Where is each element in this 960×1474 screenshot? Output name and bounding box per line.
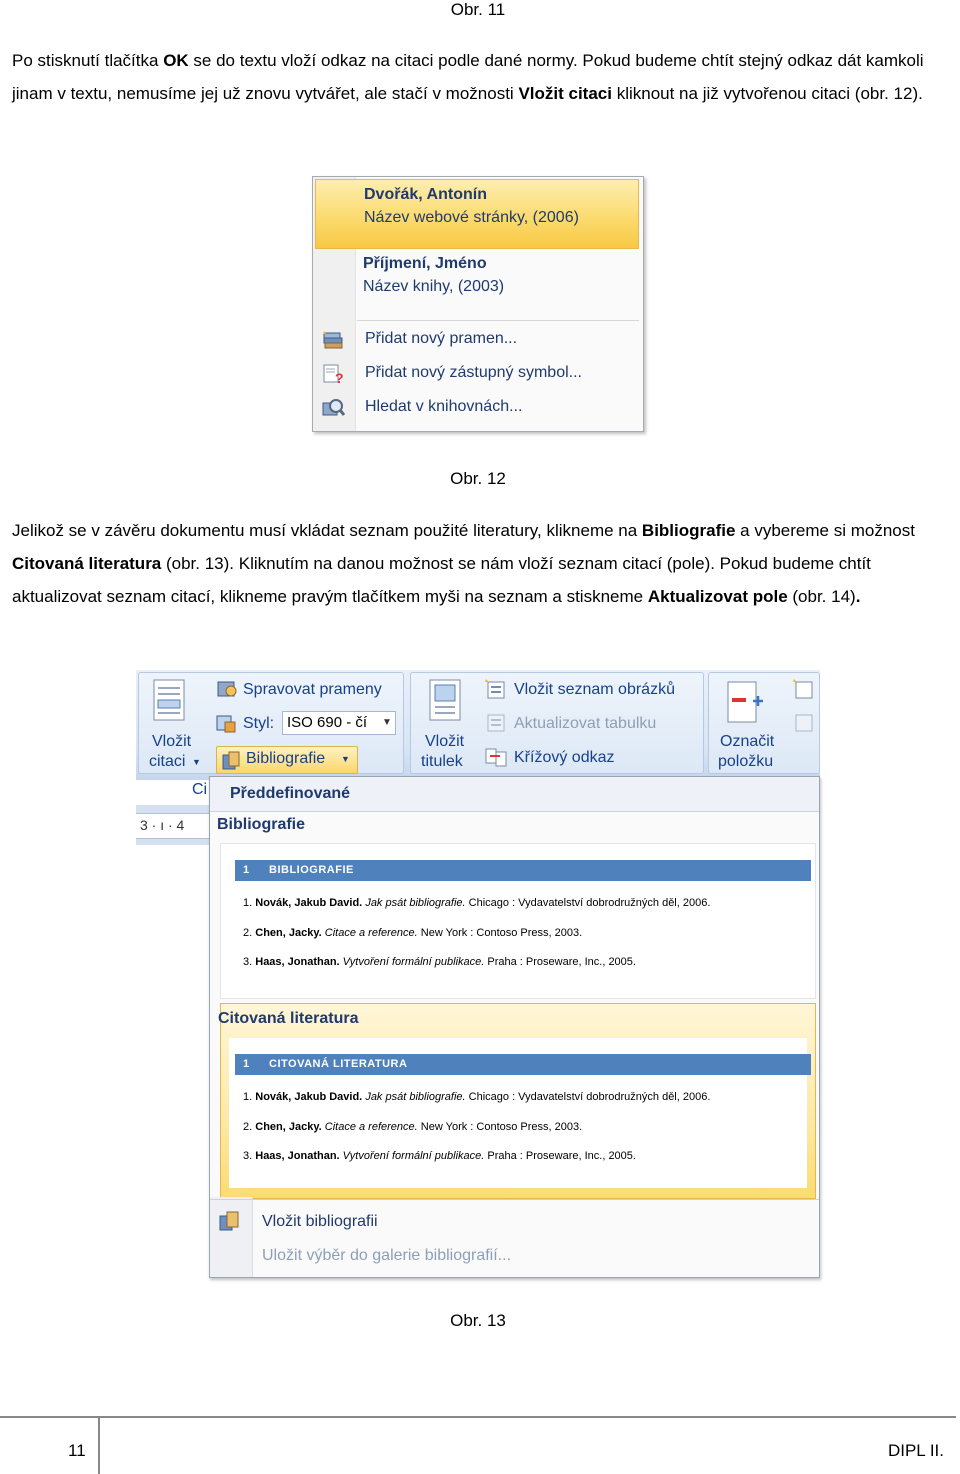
ref-rest: New York : Contoso Press, 2003. (420, 927, 583, 939)
insert-caption-icon (426, 676, 466, 728)
bibliography-button[interactable] (216, 746, 358, 774)
bibliography-icon (218, 1209, 242, 1233)
ref-title: Vytvoření formální publikace. (342, 956, 485, 968)
bibliography-heading-bar (235, 1054, 811, 1075)
citation-author: Příjmení, Jméno (363, 255, 487, 272)
citation-item[interactable] (315, 249, 637, 317)
reference-entry (243, 1121, 582, 1133)
menu-item-add-placeholder[interactable] (313, 358, 639, 390)
heading-number: 1 (243, 864, 250, 876)
bold-run: Aktualizovat pole (647, 587, 788, 606)
figure-caption-12: Obr. 12 (450, 469, 506, 488)
ref-number: 2. (243, 1121, 253, 1133)
update-table-button[interactable]: Aktualizovat tabulku (514, 715, 657, 732)
menu-item-label: Hledat v knihovnách... (365, 398, 523, 415)
reference-entry (243, 927, 582, 939)
style-label: Styl: (243, 715, 275, 732)
heading-number: 1 (243, 1058, 250, 1070)
ref-author: Chen, Jacky. (255, 927, 322, 939)
menu-item-add-source[interactable] (313, 324, 639, 356)
chevron-down-icon: ▼ (192, 757, 201, 767)
text-run: a vybereme si možnost (735, 521, 915, 540)
ref-author: Novák, Jakub David. (255, 1091, 363, 1103)
mark-entry-button-line2[interactable]: položku (718, 753, 774, 770)
gallery-header-label: Předdefinované (230, 785, 351, 802)
ref-rest: Praha : Proseware, Inc., 2005. (487, 1150, 636, 1162)
footer-divider (98, 1416, 100, 1474)
ref-number: 3. (243, 956, 253, 968)
insert-bibliography-label: Vložit bibliografii (262, 1213, 378, 1230)
insert-citation-button[interactable]: Vložit (152, 733, 192, 750)
gallery-item-title: Bibliografie (217, 816, 306, 833)
heading-text: BIBLIOGRAFIE (269, 864, 354, 876)
citation-item-selected[interactable] (315, 179, 639, 249)
manage-sources-icon (214, 678, 238, 700)
bibliography-icon (221, 749, 243, 771)
text-run: kliknout na již vytvořenou citaci (obr. 12). (611, 84, 923, 103)
gallery-header (210, 777, 819, 812)
save-selection-item[interactable] (210, 1237, 819, 1275)
bibliography-heading-bar (235, 860, 811, 881)
ref-rest: Praha : Proseware, Inc., 2005. (487, 956, 636, 968)
ref-number: 2. (243, 927, 253, 939)
chevron-down-icon: ▼ (341, 754, 350, 764)
save-selection-label: Uložit výběr do galerie bibliografií... (262, 1247, 512, 1264)
menu-item-label: Přidat nový zástupný symbol... (365, 364, 582, 381)
ref-rest: Chicago : Vydavatelství dobrodružných děl, 2006. (468, 1091, 711, 1103)
ref-number: 3. (243, 1150, 253, 1162)
figure-caption-13: Obr. 13 (450, 1311, 506, 1330)
ref-title: Citace a reference. (324, 927, 418, 939)
update-table-icon (484, 712, 508, 734)
gallery-item-cited-works[interactable] (220, 1003, 816, 1199)
ruler-strip (136, 813, 216, 839)
ruler-text: 3 · ı · 4 (140, 817, 185, 833)
insert-citation-icon (150, 676, 190, 728)
bibliography-gallery (209, 776, 820, 1278)
text-run: Po stisknutí tlačítka (12, 51, 164, 70)
insert-table-of-figures-button[interactable]: Vložit seznam obrázků (514, 681, 675, 698)
insert-index-icon (792, 678, 816, 700)
reference-entry (243, 897, 710, 909)
insert-table-of-figures-icon (484, 678, 508, 700)
insert-bibliography-item[interactable] (210, 1203, 819, 1241)
bold-run: Bibliografie (641, 521, 736, 540)
menu-separator (357, 320, 639, 321)
ref-number: 1. (243, 1091, 253, 1103)
ref-rest: New York : Contoso Press, 2003. (420, 1121, 583, 1133)
ref-title: Vytvoření formální publikace. (342, 1150, 485, 1162)
mark-entry-icon (724, 678, 768, 728)
cross-reference-button[interactable]: Křížový odkaz (514, 749, 615, 766)
text-run: Jelikož se v závěru dokumentu musí vkládat seznam použité literatury, klikneme na (12, 521, 642, 540)
document-name: DIPL II. (887, 1441, 944, 1460)
search-libraries-icon (321, 397, 345, 419)
ref-title: Jak psát bibliografie. (365, 1091, 466, 1103)
gallery-item-title: Citovaná literatura (218, 1010, 359, 1027)
ref-author: Novák, Jakub David. (255, 897, 363, 909)
update-index-icon (792, 712, 816, 734)
ref-author: Haas, Jonathan. (255, 956, 340, 968)
style-icon (214, 712, 238, 734)
heading-text: CITOVANÁ LITERATURA (269, 1058, 408, 1070)
ref-title: Jak psát bibliografie. (365, 897, 466, 909)
ref-title: Citace a reference. (324, 1121, 418, 1133)
ref-author: Haas, Jonathan. (255, 1150, 340, 1162)
ruler (136, 805, 216, 845)
mark-entry-button[interactable]: Označit (720, 733, 775, 750)
bold-run: Vložit citaci (518, 84, 612, 103)
footer-rule (0, 1416, 956, 1418)
bold-run: . (855, 587, 861, 606)
bold-run: OK (163, 51, 189, 70)
chevron-down-icon: ▼ (382, 717, 392, 728)
figure-caption-11: Obr. 11 (450, 0, 506, 19)
gallery-item-bibliography[interactable] (220, 843, 816, 999)
menu-item-search-libraries[interactable] (313, 392, 639, 424)
text-run: (obr. 14) (787, 587, 856, 606)
menu-separator (210, 1199, 819, 1200)
reference-entry (243, 1091, 710, 1103)
citation-author: Dvořák, Antonín (364, 186, 487, 203)
ref-author: Chen, Jacky. (255, 1121, 322, 1133)
insert-citation-button-line2[interactable]: citaci (149, 753, 186, 770)
cross-reference-icon (484, 746, 508, 768)
reference-entry (243, 1150, 636, 1162)
svg-text:?: ? (335, 370, 344, 385)
paragraph-bibliography (12, 514, 942, 613)
ref-rest: Chicago : Vydavatelství dobrodružných děl, 2006. (468, 897, 711, 909)
style-value: ISO 690 - čí (287, 714, 368, 731)
page-number: 11 (68, 1441, 86, 1460)
style-dropdown[interactable] (282, 711, 396, 735)
citation-title: Název knihy, (2003) (363, 278, 505, 295)
partial-ribbon-label: Ci (192, 781, 208, 798)
text-run: (obr. 13). Kliknutím na danou možnost se nám vloží seznam citací (pole). Pokud budeme chtít aktualizovat seznam citací, klikneme pravým tlačítkem myši na seznam a stiskneme (12, 554, 871, 606)
insert-caption-button[interactable]: Vložit (425, 733, 465, 750)
paragraph-insert-citation (12, 44, 942, 110)
text-run: se do textu vloží odkaz na citaci podle dané normy. Pokud budeme chtít stejný odkaz dát kamkoli jinam v textu, nemusíme jej už znovu vytvářet, ale stačí v možnosti (12, 51, 924, 103)
citation-dropdown-menu (312, 176, 644, 432)
add-source-icon (321, 329, 345, 351)
manage-sources-button[interactable]: Spravovat prameny (243, 681, 382, 698)
citation-title: Název webové stránky, (2006) (364, 209, 579, 226)
add-placeholder-icon (321, 363, 345, 385)
insert-caption-button-line2[interactable]: titulek (421, 753, 463, 770)
ref-number: 1. (243, 897, 253, 909)
bibliography-label: Bibliografie (246, 750, 326, 767)
gallery-item-preview (229, 1038, 807, 1188)
bold-run: Citovaná literatura (12, 554, 162, 573)
menu-item-label: Přidat nový pramen... (365, 330, 518, 347)
reference-entry (243, 956, 636, 968)
